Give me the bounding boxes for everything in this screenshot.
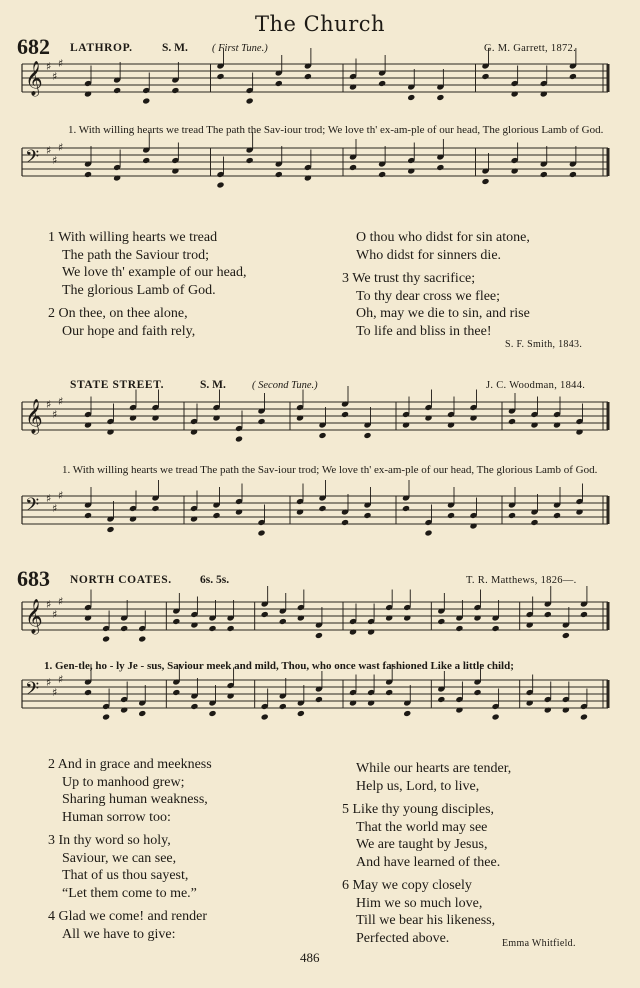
page-title: The Church (254, 12, 386, 36)
verse-line: Our hope and faith rely, (62, 323, 196, 339)
verse-line: Help us, Lord, to live, (356, 778, 480, 794)
note-head (84, 689, 92, 696)
page-number: 486 (300, 950, 320, 965)
author-smith: S. F. Smith, 1843. (505, 339, 583, 350)
staff-lyric-lathrop: 1. With willing hearts we tread The path the Sav-iour trod; We love th' ex-am-ple of our head, The glorious Lamb of God. (68, 124, 604, 136)
verse-line: And have learned of thee. (356, 854, 501, 870)
note-head (297, 710, 305, 717)
treble-clef-icon: 𝄞 (25, 399, 43, 434)
verse-line: That of us thou sayest, (62, 868, 189, 883)
verse-line: The path the Saviour trod; (62, 247, 209, 263)
note-head (437, 696, 445, 703)
note-head (385, 689, 393, 696)
bass-clef-icon: 𝄢 (25, 147, 40, 172)
verse-line: 4 Glad we come! and render (48, 909, 207, 924)
verse-line: Human sorrow too: (62, 809, 171, 825)
treble-clef-icon: 𝄞 (25, 61, 43, 96)
sharp-icon: ♯ (46, 144, 52, 157)
sharp-icon: ♯ (52, 686, 58, 699)
note-head (315, 696, 323, 703)
verse-line: 3 We trust thy sacrifice; (342, 271, 476, 286)
verse-line: Up to manhood grew; (62, 774, 185, 790)
tune-name-lathrop: LATHROP. (70, 42, 133, 54)
composer-matthews: T. R. Matthews, 1826—. (466, 575, 577, 586)
sharp-icon: ♯ (52, 154, 58, 167)
verse-line: 2 On thee, on thee alone, (48, 306, 188, 321)
composer-woodman: J. C. Woodman, 1844. (486, 380, 586, 391)
tune-meter-state-street: S. M. (200, 379, 226, 391)
verse-line: To thy dear cross we flee; (356, 288, 501, 304)
treble-clef-icon: 𝄞 (25, 599, 43, 634)
verse-line: 2 And in grace and meekness (48, 757, 212, 772)
sharp-icon: ♯ (58, 595, 64, 608)
sharp-icon: ♯ (58, 489, 64, 502)
tune-note-second: ( Second Tune.) (252, 380, 318, 391)
verse-line: Oh, may we die to sin, and rise (356, 306, 530, 321)
verse-line: Till we bear his likeness, (356, 913, 496, 928)
verse-line: “Let them come to me.” (62, 885, 197, 901)
tune-meter-lathrop: S. M. (162, 42, 188, 54)
note-head (473, 689, 481, 696)
note-head (492, 713, 500, 720)
note-head (562, 706, 570, 713)
tune-name-north-coates: NORTH COATES. (70, 574, 172, 586)
tune-note-first: ( First Tune.) (212, 43, 268, 54)
verse-line: Perfected above. (356, 930, 450, 946)
verse-line: Sharing human weakness, (62, 792, 208, 807)
composer-garrett: G. M. Garrett, 1872. (484, 43, 577, 54)
verses-683-right (342, 760, 622, 947)
verse-line: 6 May we copy closely (342, 878, 472, 893)
note-head (261, 713, 269, 720)
sharp-icon: ♯ (58, 141, 64, 154)
note-head (526, 699, 534, 706)
note-head (208, 710, 216, 717)
verse-line: All we have to give: (62, 926, 176, 942)
note-head (403, 710, 411, 717)
note-head (349, 699, 357, 706)
sharp-icon: ♯ (52, 408, 58, 421)
note-head (544, 706, 552, 713)
note-head (102, 713, 110, 720)
verse-line: We love th' example of our head, (62, 265, 247, 280)
sharp-icon: ♯ (58, 673, 64, 686)
tune-name-state-street: STATE STREET. (70, 379, 165, 391)
sharp-icon: ♯ (46, 598, 52, 611)
verse-line: We are taught by Jesus, (356, 837, 488, 852)
staff-lyric-north-coates: 1. Gen-tle, ho - ly Je - sus, Saviour meek and mild, Thou, who once wast fashioned Like a little child; (44, 660, 514, 672)
verse-line: Him we so much love, (356, 895, 483, 911)
note-head (455, 706, 463, 713)
note-head (190, 703, 198, 710)
tune-meter-north-coates: 6s. 5s. (200, 574, 230, 586)
verse-line: While our hearts are tender, (356, 761, 512, 776)
note-head (227, 692, 235, 699)
sharp-icon: ♯ (52, 70, 58, 83)
sharp-icon: ♯ (58, 57, 64, 70)
sharp-icon: ♯ (46, 676, 52, 689)
sharp-icon: ♯ (58, 395, 64, 408)
verse-line: The glorious Lamb of God. (62, 282, 216, 298)
hymn-number-682: 682 (17, 34, 50, 59)
verse-line: 1 With willing hearts we tread (48, 230, 218, 245)
verse-line: Who didst for sinners die. (356, 247, 502, 263)
sharp-icon: ♯ (52, 608, 58, 621)
note-head (367, 699, 375, 706)
verse-line: Saviour, we can see, (62, 850, 177, 866)
sharp-icon: ♯ (46, 398, 52, 411)
note-head (172, 689, 180, 696)
sharp-icon: ♯ (46, 492, 52, 505)
bass-clef-icon: 𝄢 (25, 495, 40, 520)
verses-683-left (48, 756, 308, 943)
staff-lyric-state-street: 1. With willing hearts we tread The path the Sav-iour trod; We love th' ex-am-ple of our head, The glorious Lamb of God. (62, 464, 598, 476)
note-head (279, 703, 287, 710)
verse-line: 3 In thy word so holy, (48, 833, 171, 848)
bass-clef-icon: 𝄢 (25, 679, 40, 704)
verse-line: O thou who didst for sin atone, (356, 230, 530, 245)
verse-line: To life and bliss in thee! (356, 323, 492, 339)
sharp-icon: ♯ (52, 502, 58, 515)
verse-line: That the world may see (356, 819, 488, 835)
author-whitfield: Emma Whitfield. (502, 938, 576, 949)
sharp-icon: ♯ (46, 60, 52, 73)
hymn-number-683: 683 (17, 566, 50, 591)
verse-line: 5 Like thy young disciples, (342, 802, 495, 817)
note-head (120, 706, 128, 713)
note-head (580, 713, 588, 720)
note-head (138, 710, 146, 717)
